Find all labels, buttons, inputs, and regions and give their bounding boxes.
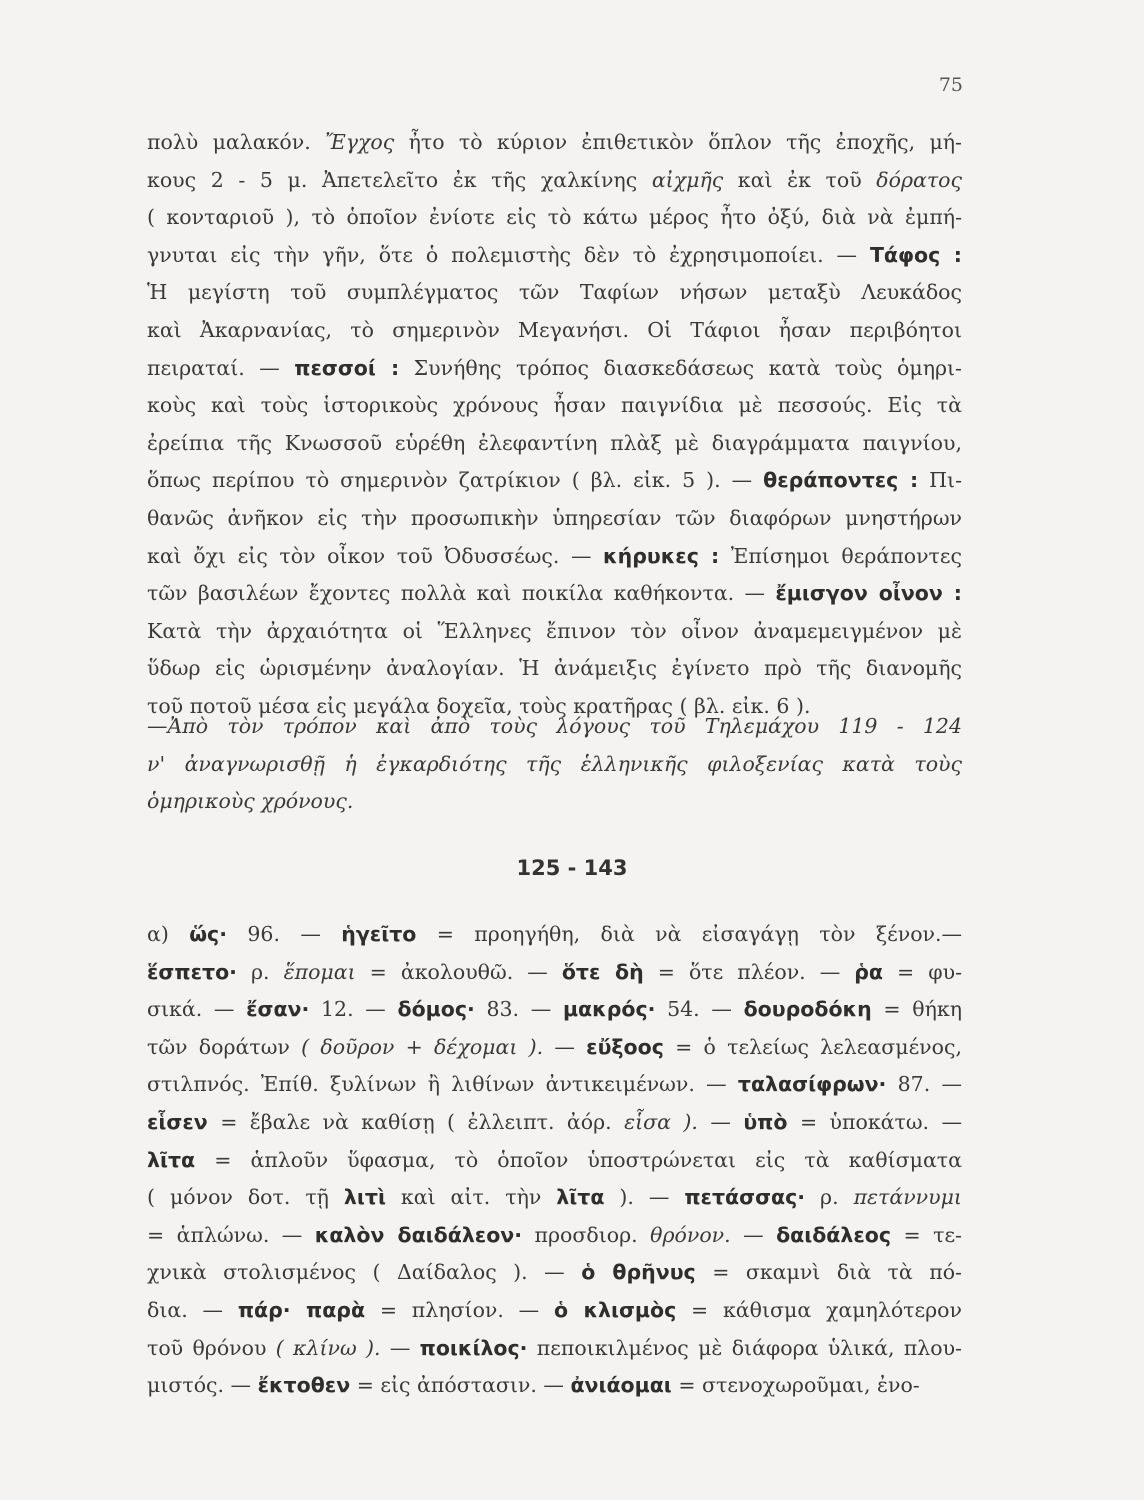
text-line: [147, 387, 962, 425]
text-line: ν' ἀναγνωρισθῇ ἡ ἐγκαρδιότης τῆς ἑλληνικῆς φιλοξενίας κατὰ τοὺς: [147, 751, 962, 776]
text-segment: 54. —: [655, 997, 744, 1022]
text-line: [147, 916, 962, 954]
text-line: [147, 237, 962, 275]
italic-term: αἰχμῆς: [651, 167, 724, 192]
text-line: [147, 575, 962, 613]
headword: ῥα: [854, 959, 884, 984]
text-line: [147, 954, 962, 992]
text-segment: = ἁπλώνω. —: [147, 1222, 315, 1247]
text-segment: προσδιορ.: [522, 1222, 651, 1247]
headword: ὑπὸ: [743, 1109, 788, 1134]
italic-term: πετάννυμι: [853, 1185, 962, 1210]
headword: ἕσπετο·: [147, 959, 237, 984]
italic-term: εἷσα ).: [624, 1109, 698, 1134]
text-segment: Πι-: [918, 468, 962, 493]
text-segment: = ὁ τελείως λελεασμένος,: [663, 1034, 962, 1059]
headword: κήρυκες :: [603, 543, 720, 568]
text-line: [147, 1367, 962, 1405]
text-segment: = ὑποκάτω. —: [787, 1109, 962, 1134]
headword: πεσσοί :: [294, 355, 400, 380]
text-segment: = τε-: [891, 1222, 962, 1247]
text-segment: 96. —: [227, 922, 342, 946]
text-segment: πειραταί. —: [147, 355, 295, 380]
text-segment: κους 2 - 5 μ. Ἀπετελεῖτο ἐκ τῆς χαλκίνης: [147, 167, 652, 192]
headword: ὥς·: [189, 922, 227, 946]
headword: ποικίλος·: [419, 1335, 528, 1360]
headword: ἔσαν·: [246, 997, 310, 1022]
text-line: [147, 162, 962, 200]
text-line: ὁμηρικοὺς χρόνους.: [147, 789, 354, 814]
text-line: [147, 1104, 962, 1142]
text-segment: —: [380, 1335, 420, 1360]
text-segment: = εἰς ἀπόστασιν. —: [350, 1373, 571, 1398]
text-line: [147, 462, 962, 500]
text-line: [147, 1179, 962, 1217]
headword: δόμος·: [397, 997, 475, 1022]
text-segment: = ἔβαλε νὰ καθίσῃ ( ἐλλειπτ. ἀόρ.: [207, 1109, 625, 1134]
text-line: —Ἀπὸ τὸν τρόπον καὶ ἀπὸ τοὺς λόγους τοῦ Τηλεμάχου 119 - 124: [147, 714, 962, 738]
headword: ὁ κλισμὸς: [553, 1297, 677, 1322]
headword: εἷσεν: [147, 1109, 208, 1134]
text-line: [147, 312, 962, 350]
headword: δαιδάλεος: [776, 1222, 892, 1247]
text-segment: πολὺ μαλακόν.: [147, 130, 326, 154]
text-line: [147, 613, 962, 651]
text-line: [147, 650, 962, 688]
text-line: [147, 1029, 962, 1067]
headword: πετάσσας·: [684, 1185, 806, 1210]
text-segment: = προηγήθη, διὰ νὰ εἰσαγάγῃ τὸν ξένον.—: [416, 922, 962, 946]
text-segment: θανῶς ἀνῆκον εἰς τὴν προσωπικὴν ὑπηρεσίαν τῶν διαφόρων μνηστήρων: [147, 505, 962, 530]
text-segment: ἦτο τὸ κύριον ἐπιθετικὸν ὅπλον τῆς ἐποχῆς, μή-: [394, 130, 962, 154]
headword: πάρ· παρὰ: [237, 1297, 366, 1322]
text-segment: = σκαμνὶ διὰ τὰ πό-: [695, 1260, 962, 1285]
italic-term: Ἔγχος: [325, 130, 395, 154]
glossary-paragraph: [147, 916, 962, 1405]
text-segment: κοὺς καὶ τοὺς ἱστορικοὺς χρόνους ἦσαν παιγνίδια μὲ πεσσούς. Εἰς τὰ: [147, 393, 962, 418]
text-segment: = στενοχωροῦμαι, ἐνο-: [671, 1373, 920, 1398]
headword: λῖτα: [556, 1185, 605, 1210]
text-line: [147, 1142, 962, 1180]
text-segment: καὶ ὄχι εἰς τὸν οἶκον τοῦ Ὀδυσσέως. —: [147, 543, 604, 568]
headword: θεράποντες :: [763, 468, 919, 493]
text-segment: = πλησίον. —: [365, 1297, 554, 1322]
italic-term: ἕπομαι: [283, 959, 356, 984]
italic-term: θρόνον.: [650, 1222, 731, 1247]
text-line: [147, 991, 962, 1029]
text-segment: α): [147, 922, 190, 946]
text-segment: = θήκη: [871, 997, 962, 1022]
text-segment: καὶ ἐκ τοῦ: [723, 167, 877, 192]
text-segment: —: [697, 1109, 744, 1134]
headword: λιτὶ: [343, 1185, 386, 1210]
text-segment: 83. —: [474, 997, 563, 1022]
italic-term: δόρατος: [876, 167, 962, 192]
headword: ὅτε δὴ: [561, 959, 644, 984]
text-line: [147, 350, 962, 388]
text-line: [147, 274, 962, 312]
headword: εὔξοος: [586, 1034, 664, 1059]
text-line: [147, 1066, 962, 1104]
text-line: [147, 199, 962, 237]
text-segment: τοῦ ποτοῦ μέσα εἰς μεγάλα δοχεῖα, τοὺς κρατῆρας ( βλ. εἰκ. 6 ).: [147, 693, 811, 718]
text-segment: ( μόνον δοτ. τῇ: [147, 1185, 344, 1210]
commentary-paragraph-2: [147, 708, 962, 821]
headword: δουροδόκη: [743, 997, 872, 1022]
headword: Τάφος :: [869, 242, 962, 267]
text-segment: σικά. —: [147, 997, 247, 1022]
text-segment: = ὅτε πλέον. —: [643, 959, 855, 984]
text-segment: τῶν δοράτων: [147, 1034, 302, 1059]
headword: ταλασίφρων·: [737, 1072, 887, 1097]
text-segment: Κατὰ τὴν ἀρχαιότητα οἱ Ἕλληνες ἔπινον τὸν οἶνον ἀναμεμειγμένον μὲ: [147, 618, 962, 643]
text-segment: = ἁπλοῦν ὕφασμα, τὸ ὁποῖον ὑποστρώνεται εἰς τὰ καθίσματα: [195, 1147, 962, 1172]
text-segment: = φυ-: [883, 959, 962, 984]
text-segment: 12. —: [309, 997, 398, 1022]
text-segment: πεποικιλμένος μὲ διάφορα ὑλικά, πλου-: [527, 1335, 962, 1360]
text-line: [147, 124, 962, 162]
text-line: [147, 1254, 962, 1292]
headword: καλὸν δαιδάλεον·: [314, 1222, 523, 1247]
text-segment: καὶ αἰτ. τὴν: [385, 1185, 557, 1210]
headword: ἔκτοθεν: [257, 1373, 351, 1398]
page-number: 75: [938, 74, 963, 96]
text-line: [147, 538, 962, 576]
text-segment: ). —: [604, 1185, 685, 1210]
text-segment: τοῦ θρόνου: [147, 1335, 276, 1360]
text-segment: Ἡ μεγίστη τοῦ συμπλέγματος τῶν Ταφίων νήσων μεταξὺ Λευκάδος: [147, 280, 962, 305]
text-line: [147, 1217, 962, 1255]
text-segment: μιστός. —: [147, 1373, 258, 1398]
text-line: [147, 1330, 962, 1368]
text-segment: δια. —: [147, 1297, 238, 1322]
text-segment: στιλπνός. Ἐπίθ. ξυλίνων ἢ λιθίνων ἀντικειμένων. —: [147, 1072, 738, 1097]
text-segment: χνικὰ στολισμένος ( Δαίδαλος ). —: [147, 1260, 582, 1285]
text-line: [147, 1292, 962, 1330]
text-segment: —: [543, 1034, 587, 1059]
text-segment: ( κονταριοῦ ), τὸ ὁποῖον ἐνίοτε εἰς τὸ κάτω μέρος ἦτο ὀξύ, διὰ νὰ ἐμπή-: [147, 205, 962, 230]
headword: λῖτα: [147, 1147, 196, 1172]
text-segment: Συνήθης τρόπος διασκεδάσεως κατὰ τοὺς ὁμηρι-: [399, 355, 962, 380]
italic-term: ( κλίνω ).: [275, 1335, 381, 1360]
text-segment: ἐρείπια τῆς Κνωσσοῦ εὑρέθη ἐλεφαντίνη πλὰξ μὲ διαγράμματα παιγνίου,: [147, 430, 962, 455]
headword: ἀνιάομαι: [570, 1373, 672, 1398]
headword: μακρός·: [562, 997, 656, 1022]
text-segment: τῶν βασιλέων ἔχοντες πολλὰ καὶ ποικίλα καθήκοντα. —: [147, 581, 776, 606]
headword: ὁ θρῆνυς: [581, 1260, 696, 1285]
section-heading: 125 - 143: [516, 856, 628, 880]
text-segment: καὶ Ἀκαρνανίας, τὸ σημερινὸν Μεγανήσι. Οἱ Τάφιοι ἦσαν περιβόητοι: [147, 317, 962, 342]
text-segment: —: [730, 1222, 777, 1247]
commentary-paragraph-1: [147, 124, 962, 726]
text-segment: ρ.: [805, 1185, 854, 1210]
text-segment: γνυται εἰς τὴν γῆν, ὅτε ὁ πολεμιστὴς δὲν τὸ ἐχρησιμοποίει. —: [147, 242, 870, 267]
text-segment: Ἐπίσημοι θεράποντες: [719, 543, 962, 568]
text-line: [147, 500, 962, 538]
text-segment: = ἀκολουθῶ. —: [355, 959, 562, 984]
text-segment: ὅπως περίπου τὸ σημερινὸν ζατρίκιον ( βλ. εἰκ. 5 ). —: [147, 468, 764, 493]
italic-term: ( δοῦρον + δέχομαι ).: [301, 1034, 544, 1059]
text-segment: 87. —: [886, 1072, 962, 1097]
text-segment: ὕδωρ εἰς ὡρισμένην ἀναλογίαν. Ἡ ἀνάμειξις ἐγίνετο πρὸ τῆς διανομῆς: [147, 656, 962, 681]
headword: ἔμισγον οἶνον :: [775, 581, 962, 606]
text-segment: = κάθισμα χαμηλότερον: [676, 1297, 962, 1322]
text-segment: ρ.: [236, 959, 284, 984]
headword: ἡγεῖτο: [341, 922, 417, 946]
text-line: [147, 425, 962, 463]
